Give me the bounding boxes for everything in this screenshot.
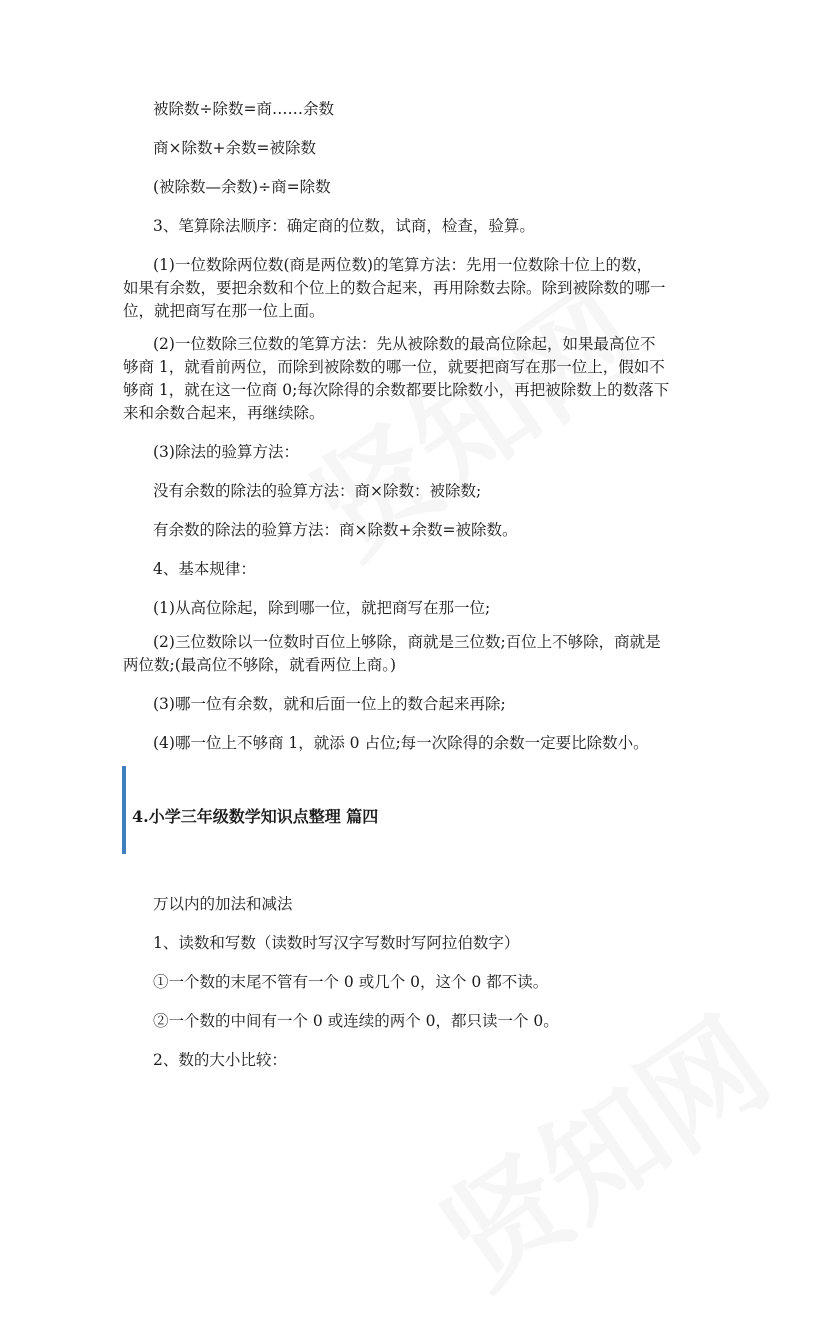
formula-quotient: 商×除数+余数=被除数 <box>153 139 316 157</box>
item-3-title: 3、笔算除法顺序：确定商的位数，试商，检查，验算。 <box>153 217 535 235</box>
check-no-remainder: 没有余数的除法的验算方法：商×除数：被除数; <box>153 482 482 500</box>
rule-4: (4)哪一位上不够商 1，就添 0 占位;每一次除得的余数一定要比除数小。 <box>153 734 649 752</box>
point-2: ②一个数的中间有一个 0 或连续的两个 0，都只读一个 0。 <box>153 1012 559 1030</box>
item-3-1-line: (1)一位数除两位数(商是两位数)的笔算方法：先用一位数除十位上的数， <box>153 256 653 274</box>
item-3-2-line: (2)一位数除三位数的笔算方法：先从被除数的最高位除起，如果最高位不 <box>153 335 656 353</box>
rule-3: (3)哪一位有余数，就和后面一位上的数合起来再除; <box>153 695 506 713</box>
item-2-title: 2、数的大小比较： <box>153 1051 287 1069</box>
section-heading: 4.小学三年级数学知识点整理 篇四 <box>132 807 379 826</box>
formula-dividend: 被除数÷除数=商……余数 <box>153 100 334 118</box>
rule-2-line: (2)三位数除以一位数时百位上够除，商就是三位数;百位上不够除，商就是 <box>153 633 661 651</box>
formula-divisor: (被除数—余数)÷商=除数 <box>153 178 331 196</box>
point-1: ①一个数的末尾不管有一个 0 或几个 0，这个 0 都不读。 <box>153 973 549 991</box>
check-with-remainder: 有余数的除法的验算方法：商×除数+余数=被除数。 <box>153 521 518 539</box>
item-3-1-line: 位，就把商写在那一位上面。 <box>123 302 325 320</box>
item-4-title: 4、基本规律： <box>153 560 256 578</box>
item-3-2-line: 来和余数合起来，再继续除。 <box>123 404 325 422</box>
section-intro: 万以内的加法和减法 <box>153 895 293 913</box>
rule-1: (1)从高位除起，除到哪一位，就把商写在那一位; <box>153 599 491 617</box>
item-3-1-line: 如果有余数，要把余数和个位上的数合起来，再用除数去除。除到被除数的哪一 <box>123 279 666 297</box>
heading-accent-bar <box>122 766 126 854</box>
item-1-title: 1、读数和写数（读数时写汉字写数时写阿拉伯数字） <box>153 934 520 952</box>
item-3-2-line: 够商 1，就在这一位商 0;每次除得的余数都要比除数小，再把被除数上的数落下 <box>123 381 670 399</box>
item-3-3-title: (3)除法的验算方法： <box>153 443 299 461</box>
item-3-2-line: 够商 1，就看前两位，而除到被除数的哪一位，就要把商写在那一位上，假如不 <box>123 358 665 376</box>
rule-2-line: 两位数;(最高位不够除，就看两位上商。) <box>123 656 397 674</box>
